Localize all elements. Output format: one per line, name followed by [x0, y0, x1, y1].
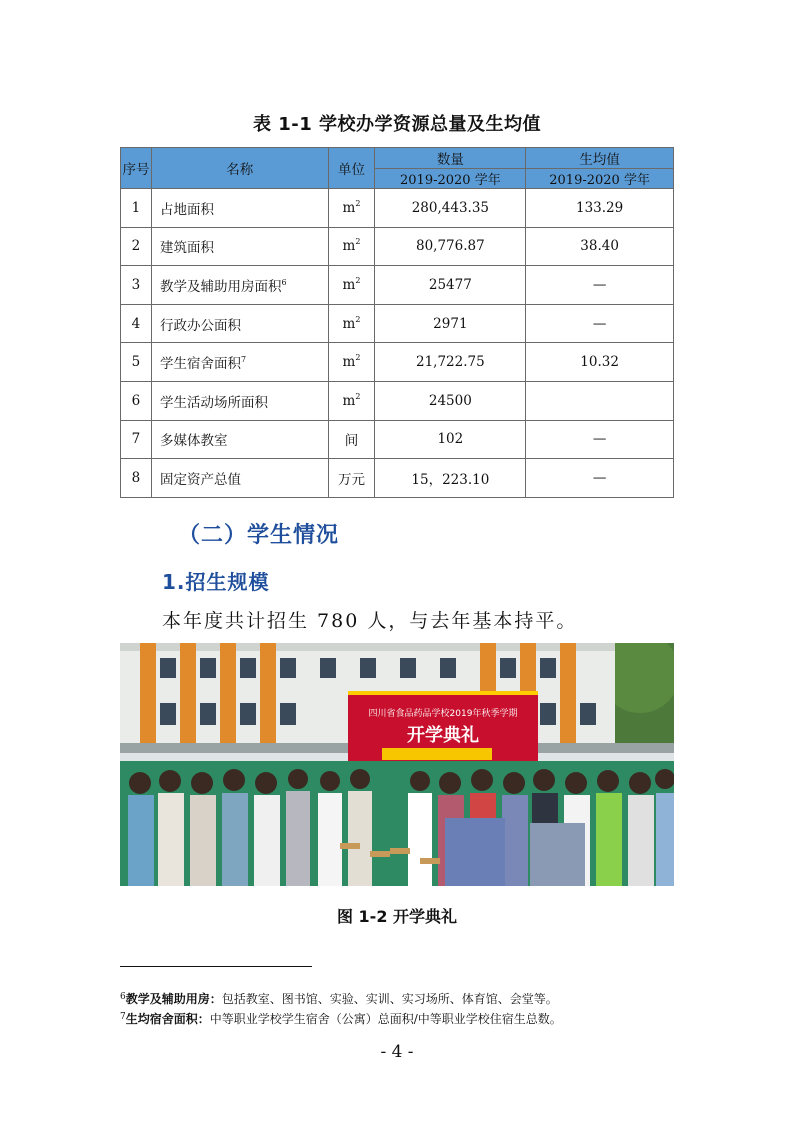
row-quantity: 2971: [375, 304, 526, 343]
row-index: 1: [121, 189, 152, 228]
header-quantity: 数量: [375, 148, 526, 169]
figure-caption: 图 1-2 开学典礼: [336, 907, 458, 926]
table-row: [121, 420, 674, 459]
table-title: 表 1-1 学校办学资源总量及生均值: [252, 114, 542, 135]
section-heading: （二）学生情况: [178, 523, 340, 548]
header-year-per-student: 2019-2020 学年: [526, 169, 674, 189]
row-per-student: —: [526, 420, 674, 459]
footnote-7: $^7$生均宿舍面积：中等职业学校学生宿舍（公寓）总面积/中等职业学校住宿生总数。: [120, 1012, 562, 1026]
row-quantity: 15，223.10: [375, 459, 526, 498]
row-index: 8: [121, 459, 152, 498]
footnote-divider: [120, 966, 312, 967]
banner-line-2: 开学典礼: [407, 725, 479, 746]
row-name: 建筑面积: [151, 227, 328, 266]
header-year-quantity: 2019-2020 学年: [375, 169, 526, 189]
row-quantity: 24500: [375, 381, 526, 420]
row-quantity: 25477: [375, 266, 526, 305]
row-quantity: 102: [375, 420, 526, 459]
row-per-student: —: [526, 304, 674, 343]
row-index: 3: [121, 266, 152, 305]
row-name: 学生活动场所面积: [151, 381, 328, 420]
row-unit: $m^2$: [328, 381, 375, 420]
table-row: [121, 459, 674, 498]
table-row: [121, 381, 674, 420]
table-row: [121, 343, 674, 382]
row-per-student: 38.40: [526, 227, 674, 266]
row-name: 教学及辅助用房面积$^6$: [151, 266, 328, 305]
table-row: [121, 189, 674, 228]
header-unit: 单位: [328, 148, 375, 189]
row-unit: 间: [328, 420, 375, 459]
row-per-student: 10.32: [526, 343, 674, 382]
header-name: 名称: [151, 148, 328, 189]
resources-table: [120, 147, 674, 498]
banner-line-1: 四川省食品药品学校2019年秋季学期: [368, 709, 518, 719]
page-number: - 4 -: [380, 1042, 414, 1062]
table-row: [121, 266, 674, 305]
row-per-student: —: [526, 266, 674, 305]
footnote-6: $^6$教学及辅助用房：包括教室、图书馆、实验、实训、实习场所、体育馆、会堂等。: [120, 992, 558, 1006]
row-name: 多媒体教室: [151, 420, 328, 459]
row-quantity: 80,776.87: [375, 227, 526, 266]
row-index: 2: [121, 227, 152, 266]
header-per-student: 生均值: [526, 148, 674, 169]
row-index: 4: [121, 304, 152, 343]
row-unit: 万元: [328, 459, 375, 498]
row-per-student: 133.29: [526, 189, 674, 228]
row-per-student: —: [526, 459, 674, 498]
row-name: 学生宿舍面积$^7$: [151, 343, 328, 382]
row-index: 6: [121, 381, 152, 420]
body-paragraph: 本年度共计招生 780 人，与去年基本持平。: [162, 610, 578, 632]
opening-ceremony-photo: [120, 643, 674, 886]
row-unit: $m^2$: [328, 266, 375, 305]
row-name: 占地面积: [151, 189, 328, 228]
table-row: [121, 227, 674, 266]
row-index: 7: [121, 420, 152, 459]
row-unit: $m^2$: [328, 227, 375, 266]
row-per-student: [526, 381, 674, 420]
table-body: [121, 189, 674, 498]
table-row: [121, 304, 674, 343]
header-index: 序号: [121, 148, 152, 189]
row-unit: $m^2$: [328, 189, 375, 228]
row-name: 固定资产总值: [151, 459, 328, 498]
row-unit: $m^2$: [328, 304, 375, 343]
row-index: 5: [121, 343, 152, 382]
row-name: 行政办公面积: [151, 304, 328, 343]
subsection-heading: 1.招生规模: [162, 570, 270, 594]
row-quantity: 280,443.35: [375, 189, 526, 228]
row-quantity: 21,722.75: [375, 343, 526, 382]
row-unit: $m^2$: [328, 343, 375, 382]
